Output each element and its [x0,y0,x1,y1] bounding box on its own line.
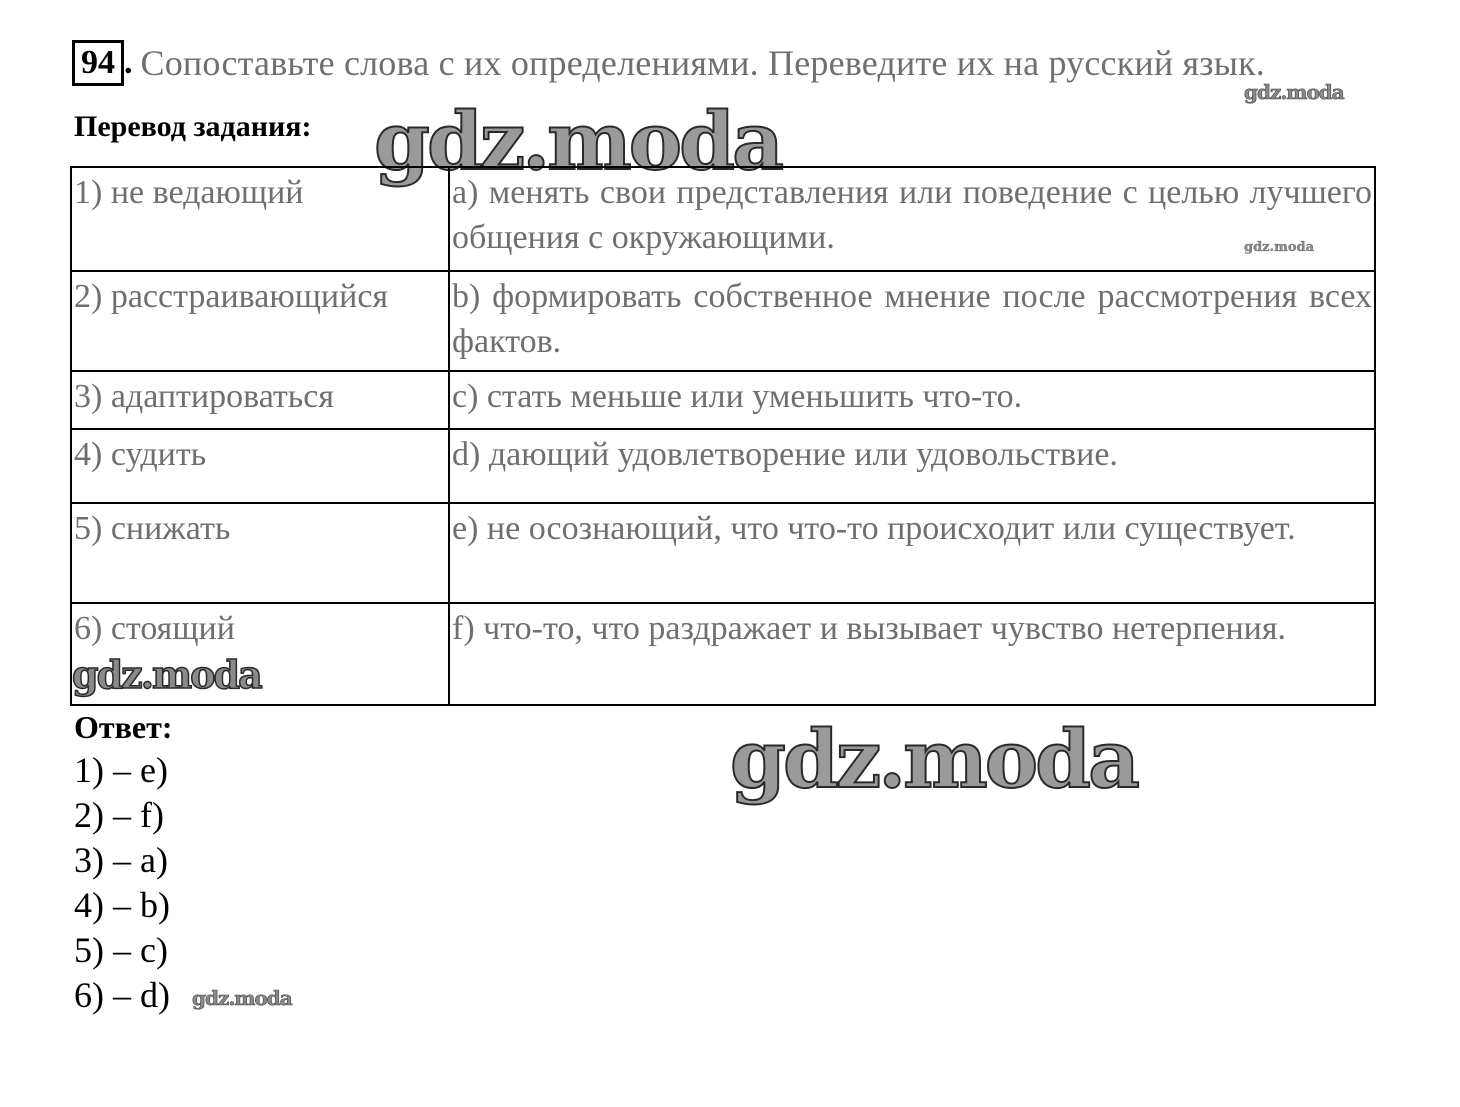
task-header [72,38,1265,88]
answer-item: 3) – a) [74,840,168,880]
translation-title: Перевод задания: [74,110,312,143]
watermark-table-bottom: gdz.moda [72,652,261,697]
task-instruction: Сопоставьте слова с их определениями. Переведите их на русский язык. [140,43,1266,83]
table-cell-definition: b) формировать собственное мнение после рассмотрения всех фактов. [449,271,1375,371]
answer-item: 4) – b) [74,885,170,925]
task-number-dot: . [124,44,133,81]
watermark-table-small: gdz.moda [1244,240,1315,255]
answer-block [74,706,172,1018]
table-cell-word: 4) судить [71,429,449,503]
answer-item: 6) – d) [74,975,170,1015]
table-cell-definition: a) менять свои представления или поведение с целью лучшего общения с окружающими. [449,167,1375,271]
watermark-answer-small: gdz.moda [192,986,292,1010]
table-row [71,503,1375,603]
answer-title: Ответ: [74,709,173,745]
table-cell-definition: d) дающий удовлетворение или удовольствие. [449,429,1375,503]
matching-table [70,166,1376,706]
table-cell-definition: f) что-то, что раздражает и вызывает чувство нетерпения. [449,603,1375,705]
table-row [71,371,1375,429]
answer-item: 2) – f) [74,795,164,835]
watermark-header: gdz.moda [374,94,781,188]
table-row [71,167,1375,271]
table-cell-word: 2) расстраивающийся [71,271,449,371]
watermark-answer: gdz.moda [730,712,1137,806]
table-cell-definition: e) не осознающий, что что-то происходит или существует. [449,503,1375,603]
answer-item: 1) – e) [74,750,168,790]
table-cell-word: 3) адаптироваться [71,371,449,429]
table-cell-definition: c) стать меньше или уменьшить что-то. [449,371,1375,429]
answer-item: 5) – c) [74,930,168,970]
table-cell-word: 6) стоящий [71,603,449,705]
watermark-top-right: gdz.moda [1244,80,1344,104]
table-row [71,429,1375,503]
table-row [71,271,1375,371]
task-number: 94 [72,40,124,86]
table-cell-word: 5) снижать [71,503,449,603]
table-row [71,603,1375,705]
table-cell-word: 1) не ведающий [71,167,449,271]
